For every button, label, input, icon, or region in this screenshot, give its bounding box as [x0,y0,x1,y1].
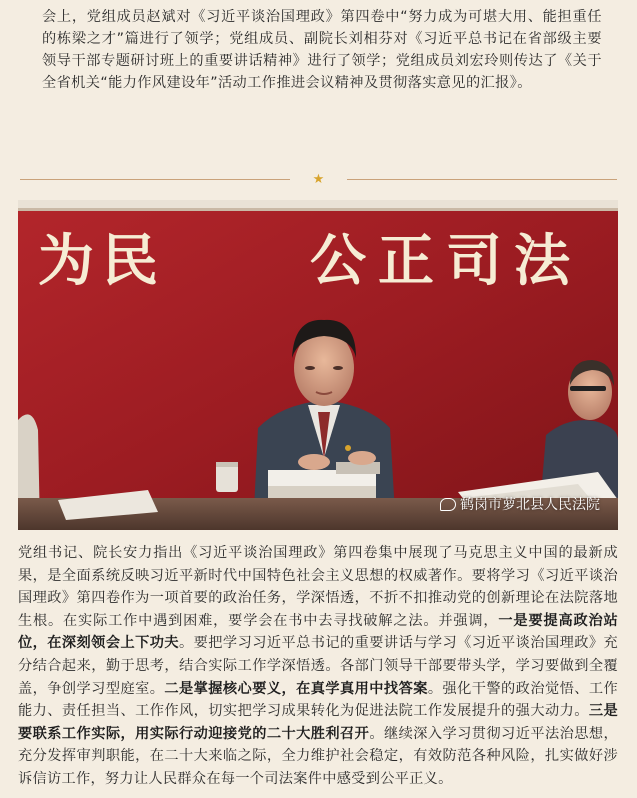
body-text-4: 。继续深入学习贯彻习近平法治思想，充分发挥审判职能，在二十大来临之际，全力维护社会稳定，有效防范各种风险，扎实做好涉诉信访工作，努力让人民群众在每一个司法案件中感受到公平正义。 [18,725,619,787]
star-icon: ★ [312,172,325,187]
banner-text-left: 为民 [38,228,166,294]
banner-text-right: 公正司法 [310,228,582,294]
meeting-photo [18,200,618,530]
body-highlight-3: 三是要联系工作实际，用实际行动迎接党的二十大胜利召开 [18,703,619,742]
section-divider [20,171,617,189]
body-highlight-2: 二是掌握核心要义，在真学真用中找答案 [164,680,428,697]
body-text-3: 。强化干警的政治觉悟、工作能力、责任担当、工作作风，切实把学习成果转化为促进法院工作发展提升的强大动力。 [18,680,618,720]
wechat-icon [440,498,456,511]
divider-line-right [347,179,617,180]
watermark [440,496,600,514]
watermark-text: 鹤岗市萝北县人民法院 [460,497,600,513]
body-paragraph [18,542,618,791]
intro-paragraph: 会上，党组成员赵斌对《习近平谈治国理政》第四卷中“努力成为可堪大用、能担重任的栋梁之才”篇进行了领学；党组成员、副院长刘相芬对《习近平总书记在省部级主要领导干部专题研讨班上的重要讲话精神》进行了领学；党组成员刘宏玲则传达了《关于全省机关“能力作风建设年”活动工作推进会议精神及贯彻落实意见的汇报》。 [42,9,602,91]
body-text-1: 党组书记、院长安力指出《习近平谈治国理政》第四卷集中展现了马克思主义中国的最新成果，是全面系统反映习近平新时代中国特色社会主义思想的权威著作。要将学习《习近平谈治国理政》第四卷作为一项首要的政治任务，学深悟透，不折不扣推动党的创新理论在法院落地生根。在实际工作中遇到困难，要学会在书中去寻找破解之法。并强调， [18,545,618,629]
body-text-2: 。要把学习习近平总书记的重要讲话与学习《习近平谈治国理政》充分结合起来，勤于思考，结合实际工作学深悟透。各部门领导干部要带头学，学习要做到全覆盖，争创学习型庭室。 [18,635,618,697]
divider-line-left [20,179,290,180]
body-highlight-1: 一是要提高政治站位，在深刻领会上下功夫 [18,612,618,652]
